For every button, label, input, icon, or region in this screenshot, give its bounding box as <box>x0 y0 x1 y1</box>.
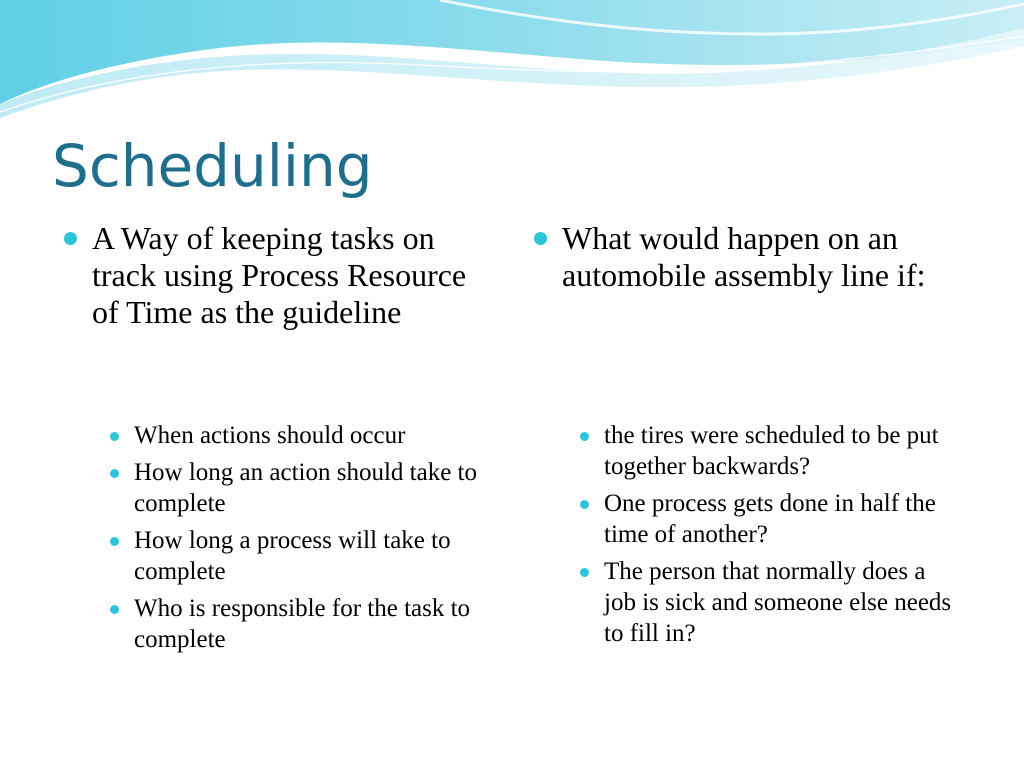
bullet-icon <box>110 469 119 478</box>
list-item <box>108 593 478 655</box>
list-item <box>578 556 958 649</box>
right-main-text: What would happen on an automobile assembly line if: <box>562 220 926 293</box>
right-main-bullet <box>530 220 970 294</box>
list-item-text: The person that normally does a job is sick and someone else needs to fill in? <box>604 558 952 647</box>
list-item-text: When actions should occur <box>134 422 406 449</box>
list-item-text: One process gets done in half the time of another? <box>604 490 936 548</box>
bullet-icon <box>64 232 77 245</box>
bullet-icon <box>580 500 589 509</box>
list-item <box>108 420 478 451</box>
bullet-icon <box>580 568 589 577</box>
list-item-text: How long a process will take to complete <box>134 527 451 585</box>
right-sub-bullets <box>578 420 958 655</box>
bullet-icon <box>110 537 119 546</box>
list-item-text: Who is responsible for the task to complete <box>134 595 471 653</box>
left-sub-bullets <box>108 420 478 661</box>
list-item <box>108 457 478 519</box>
bullet-icon <box>534 232 547 245</box>
bullet-icon <box>110 432 119 441</box>
right-column <box>530 220 970 647</box>
list-item-text: the tires were scheduled to be put together backwards? <box>604 422 939 480</box>
list-item-text: How long an action should take to complete <box>134 459 477 517</box>
list-item <box>108 525 478 587</box>
list-item <box>578 488 958 550</box>
left-main-text: A Way of keeping tasks on track using Process Resource of Time as the guideline <box>92 220 467 330</box>
slide-title: Scheduling <box>52 132 373 200</box>
wave-header-decoration <box>0 0 1024 130</box>
bullet-icon <box>580 432 589 441</box>
bullet-icon <box>110 605 119 614</box>
left-main-bullet <box>60 220 490 331</box>
left-column <box>60 220 490 653</box>
list-item <box>578 420 958 482</box>
